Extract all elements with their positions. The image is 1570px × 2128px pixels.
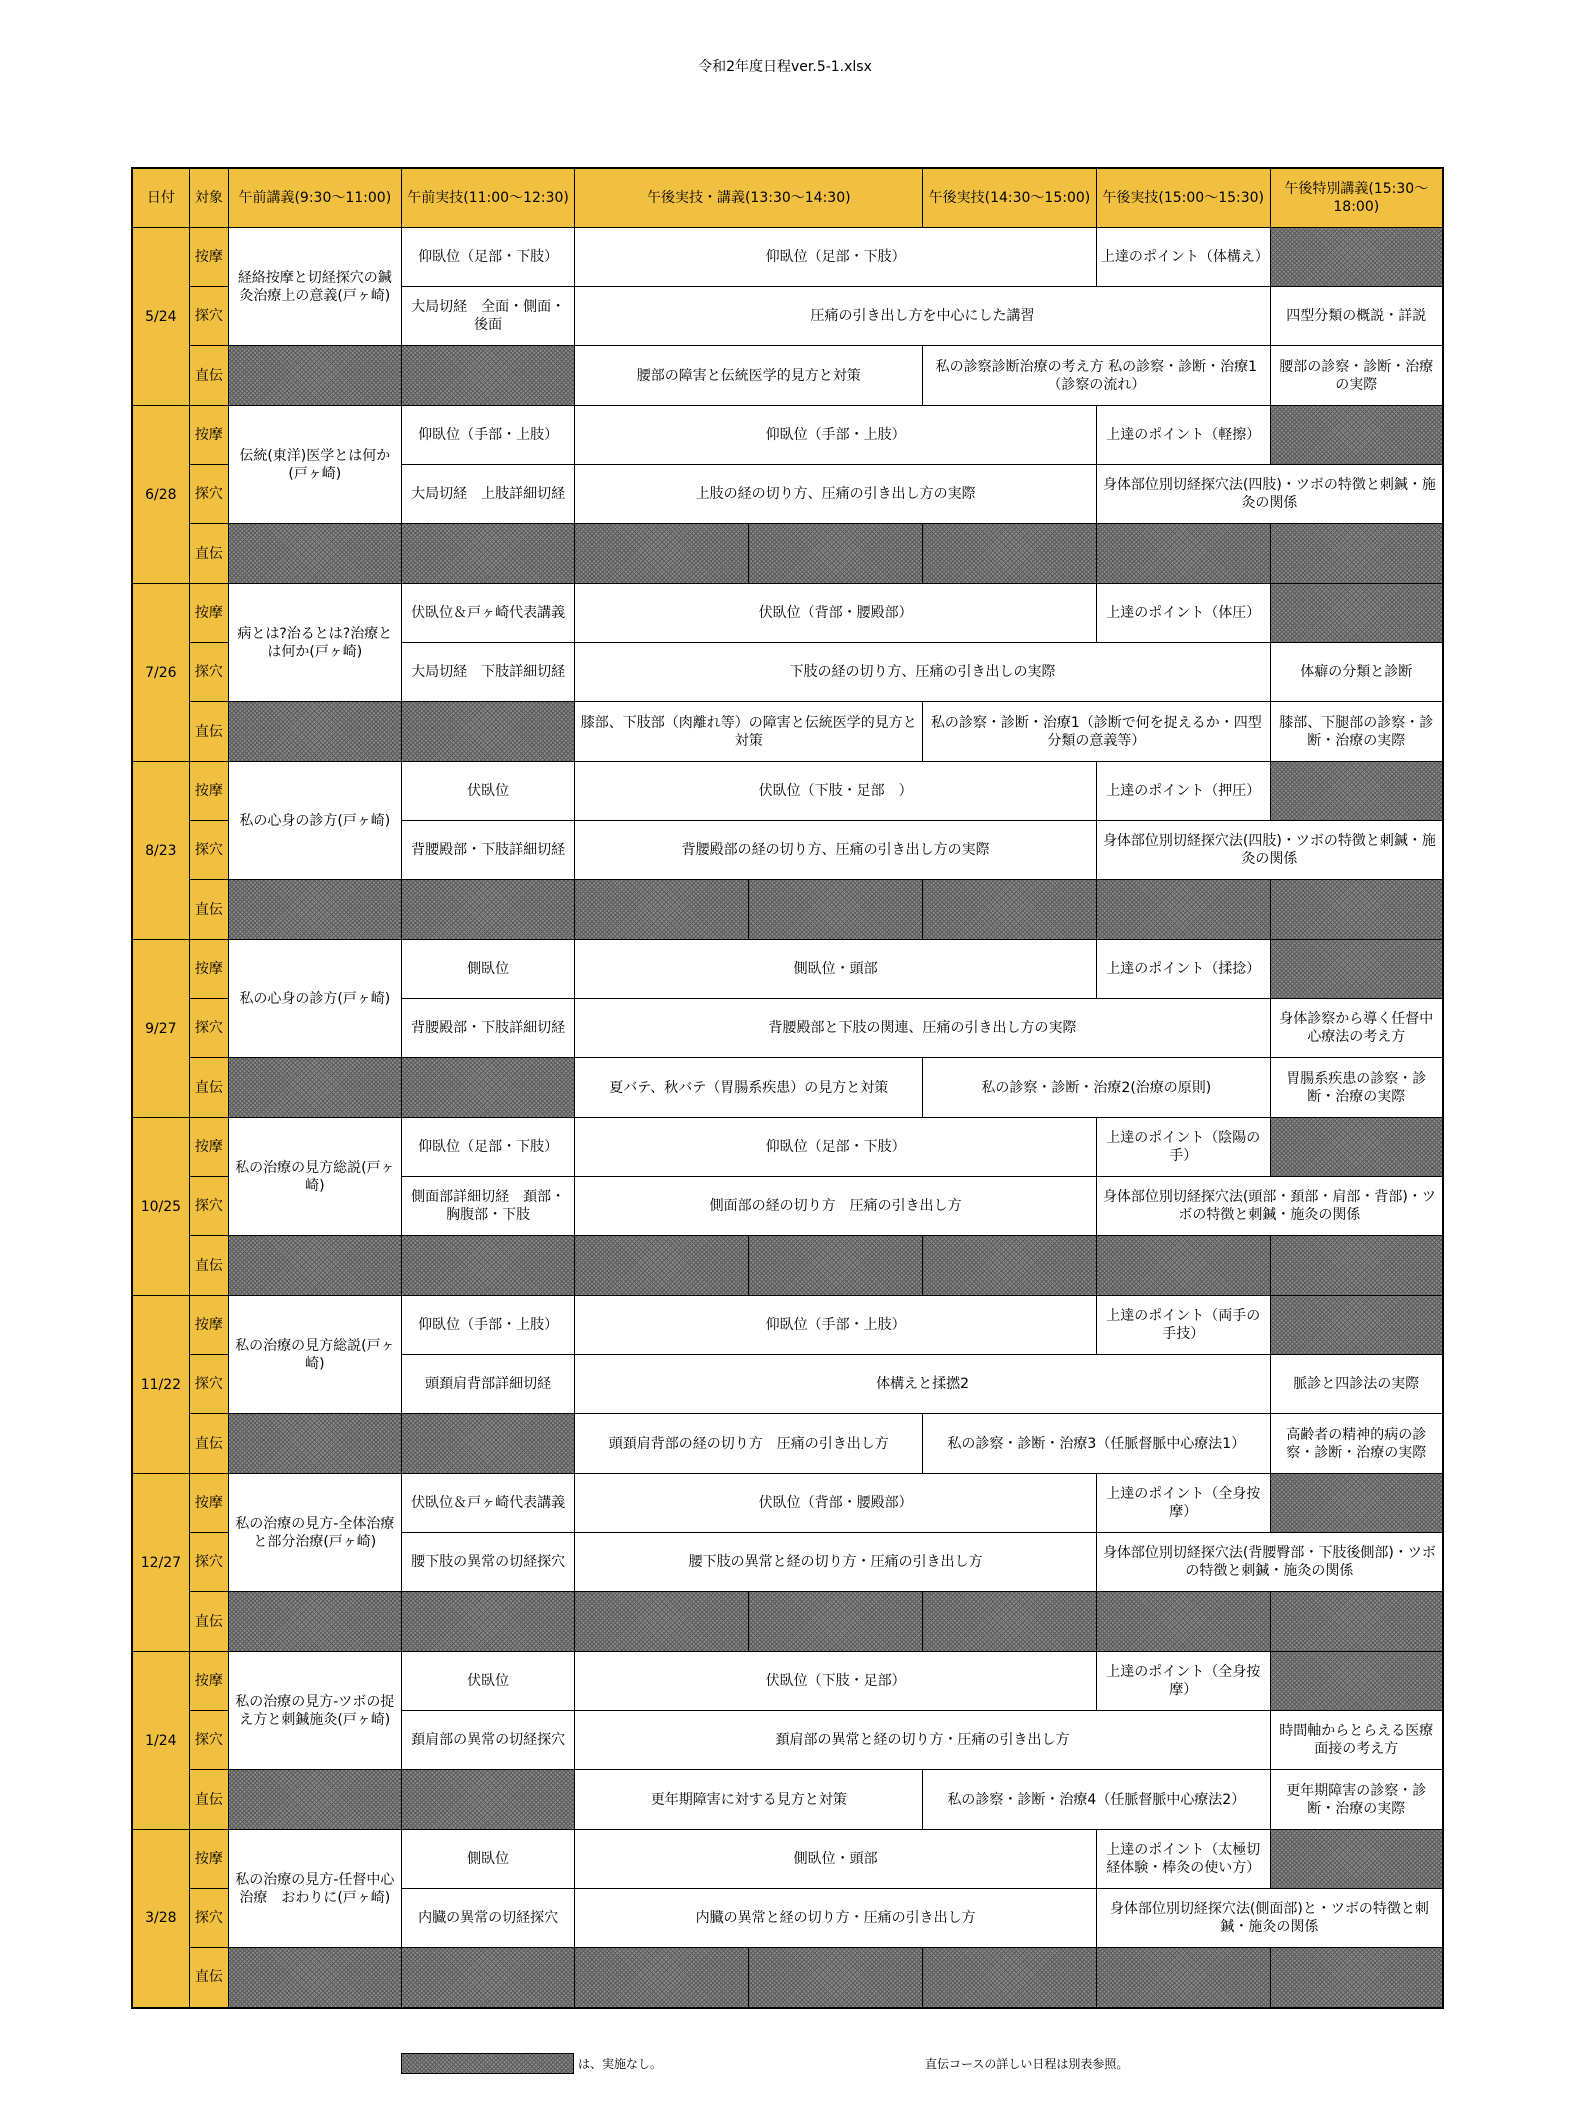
point-cell: 上達のポイント（全身按摩） — [1096, 1652, 1270, 1711]
point-cell: 上達のポイント（揉捻） — [1096, 940, 1270, 999]
special-cell: 身体部位別切経探穴法(側面部)と・ツボの特徴と刺鍼・施灸の関係 — [1096, 1889, 1443, 1948]
kind-tanketsu: 探穴 — [189, 287, 228, 346]
point-cell: 上達のポイント（全身按摩） — [1096, 1474, 1270, 1533]
kind-anma: 按摩 — [189, 228, 228, 287]
date-cell: 5/24 — [132, 228, 189, 406]
table-row — [132, 1296, 1443, 1355]
kind-jikiden: 直伝 — [189, 1592, 228, 1652]
pm-practice-cell: 膝部、下肢部（肉離れ等）の障害と伝統医学的見方と対策 — [575, 702, 923, 762]
not-held-cell — [749, 524, 923, 584]
pm-practice-2-cell: 私の診察診断治療の考え方 私の診察・診断・治療1（診察の流れ） — [923, 346, 1271, 406]
not-held-cell — [1270, 1652, 1443, 1711]
table-row — [132, 702, 1443, 762]
pm-practice-cell: 仰臥位（手部・上肢） — [575, 406, 1096, 465]
date-cell: 7/26 — [132, 584, 189, 762]
am-practice-cell: 背腰殿部・下肢詳細切経 — [401, 821, 575, 880]
am-lecture-cell: 私の治療の見方-任督中心治療 おわりに(戸ヶ崎) — [228, 1830, 401, 1948]
am-practice-cell: 仰臥位（手部・上肢） — [401, 406, 575, 465]
special-cell: 更年期障害の診察・診断・治療の実際 — [1270, 1770, 1443, 1830]
not-held-cell — [923, 1236, 1097, 1296]
not-held-cell — [1270, 762, 1443, 821]
not-held-cell — [1270, 524, 1443, 584]
table-row — [132, 1058, 1443, 1118]
not-held-cell — [228, 702, 401, 762]
am-lecture-cell: 私の治療の見方-ツボの捉え方と刺鍼施灸(戸ヶ崎) — [228, 1652, 401, 1770]
kind-jikiden: 直伝 — [189, 702, 228, 762]
pm-practice-2-cell: 私の診察・診断・治療3（任脈督脈中心療法1） — [923, 1414, 1271, 1474]
pm-practice-cell: 側臥位・頭部 — [575, 940, 1096, 999]
am-lecture-cell: 経絡按摩と切経探穴の鍼灸治療上の意義(戸ヶ崎) — [228, 228, 401, 346]
not-held-cell — [1096, 880, 1270, 940]
not-held-cell — [1096, 1592, 1270, 1652]
kind-anma: 按摩 — [189, 1474, 228, 1533]
pm-practice-cell: 伏臥位（下肢・足部 ） — [575, 762, 1096, 821]
table-row — [132, 762, 1443, 821]
not-held-cell — [1270, 1236, 1443, 1296]
not-held-cell — [575, 1592, 749, 1652]
am-lecture-cell: 病とは?治るとは?治療とは何か(戸ヶ崎) — [228, 584, 401, 702]
kind-anma: 按摩 — [189, 584, 228, 643]
pm-practice-cell: 伏臥位（下肢・足部） — [575, 1652, 1096, 1711]
am-lecture-cell: 私の治療の見方総説(戸ヶ崎) — [228, 1118, 401, 1236]
kind-tanketsu: 探穴 — [189, 643, 228, 702]
header-pm-practice-2: 午後実技(14:30～15:00) — [923, 168, 1097, 228]
not-held-cell — [1270, 1118, 1443, 1177]
am-lecture-cell: 私の心身の診方(戸ヶ崎) — [228, 762, 401, 880]
not-held-cell — [575, 524, 749, 584]
pm-practice-cell: 仰臥位（手部・上肢） — [575, 1296, 1096, 1355]
am-practice-cell: 伏臥位 — [401, 1652, 575, 1711]
not-held-cell — [228, 880, 401, 940]
am-practice-cell: 仰臥位（手部・上肢） — [401, 1296, 575, 1355]
not-held-cell — [1096, 1236, 1270, 1296]
not-held-cell — [401, 1770, 575, 1830]
am-practice-cell: 伏臥位＆戸ヶ崎代表講義 — [401, 1474, 575, 1533]
table-row — [132, 1948, 1443, 2008]
am-practice-cell: 側臥位 — [401, 1830, 575, 1889]
legend-swatch — [401, 2053, 574, 2074]
kind-tanketsu: 探穴 — [189, 1889, 228, 1948]
not-held-cell — [228, 1058, 401, 1118]
not-held-cell — [923, 524, 1097, 584]
table-row — [132, 1118, 1443, 1177]
date-cell: 11/22 — [132, 1296, 189, 1474]
table-row — [132, 524, 1443, 584]
not-held-cell — [1270, 406, 1443, 465]
special-cell: 身体部位別切経探穴法(頭部・頚部・肩部・背部)・ツボの特徴と刺鍼・施灸の関係 — [1096, 1177, 1443, 1236]
table-row — [132, 346, 1443, 406]
kind-tanketsu: 探穴 — [189, 1177, 228, 1236]
not-held-cell — [401, 1236, 575, 1296]
date-cell: 12/27 — [132, 1474, 189, 1652]
am-practice-cell: 側臥位 — [401, 940, 575, 999]
not-held-cell — [749, 1236, 923, 1296]
special-cell: 膝部、下腿部の診察・診断・治療の実際 — [1270, 702, 1443, 762]
not-held-cell — [228, 346, 401, 406]
am-practice-cell: 頭頚肩背部詳細切経 — [401, 1355, 575, 1414]
point-cell: 上達のポイント（太極切経体験・棒灸の使い方） — [1096, 1830, 1270, 1889]
pm-practice-cell: 更年期障害に対する見方と対策 — [575, 1770, 923, 1830]
pm-practice-cell: 背腰殿部の経の切り方、圧痛の引き出し方の実際 — [575, 821, 1096, 880]
pm-practice-cell: 伏臥位（背部・腰殿部） — [575, 1474, 1096, 1533]
kind-tanketsu: 探穴 — [189, 1711, 228, 1770]
special-cell: 脈診と四診法の実際 — [1270, 1355, 1443, 1414]
document-title: 令和2年度日程ver.5-1.xlsx — [698, 59, 872, 75]
not-held-cell — [575, 880, 749, 940]
not-held-cell — [228, 1414, 401, 1474]
table-row — [132, 228, 1443, 287]
special-cell: 時間軸からとらえる医療面接の考え方 — [1270, 1711, 1443, 1770]
not-held-cell — [1270, 1830, 1443, 1889]
kind-anma: 按摩 — [189, 1296, 228, 1355]
am-lecture-cell: 伝統(東洋)医学とは何か(戸ヶ崎) — [228, 406, 401, 524]
table-row — [132, 584, 1443, 643]
pm-practice-cell: 夏バテ、秋バテ（胃腸系疾患）の見方と対策 — [575, 1058, 923, 1118]
not-held-cell — [228, 1770, 401, 1830]
am-lecture-cell: 私の治療の見方-全体治療と部分治療(戸ヶ崎) — [228, 1474, 401, 1592]
not-held-cell — [923, 1592, 1097, 1652]
not-held-cell — [401, 1414, 575, 1474]
special-cell: 身体診察から導く任督中心療法の考え方 — [1270, 999, 1443, 1058]
pm-practice-cell: 伏臥位（背部・腰殿部） — [575, 584, 1096, 643]
am-practice-cell: 仰臥位（足部・下肢） — [401, 1118, 575, 1177]
not-held-cell — [228, 524, 401, 584]
table-row — [132, 406, 1443, 465]
kind-anma: 按摩 — [189, 1118, 228, 1177]
kind-anma: 按摩 — [189, 1830, 228, 1889]
not-held-cell — [1270, 1592, 1443, 1652]
table-row — [132, 1652, 1443, 1711]
point-cell: 上達のポイント（軽擦） — [1096, 406, 1270, 465]
kind-tanketsu: 探穴 — [189, 999, 228, 1058]
pm-practice-cell: 背腰殿部と下肢の関連、圧痛の引き出し方の実際 — [575, 999, 1270, 1058]
not-held-cell — [749, 1948, 923, 2008]
pm-practice-2-cell: 私の診察・診断・治療2(治療の原則) — [923, 1058, 1271, 1118]
not-held-cell — [749, 880, 923, 940]
not-held-cell — [1270, 880, 1443, 940]
header-kind: 対象 — [189, 168, 228, 228]
not-held-cell — [1270, 584, 1443, 643]
date-cell: 3/28 — [132, 1830, 189, 2008]
special-cell: 四型分類の概説・詳説 — [1270, 287, 1443, 346]
point-cell: 上達のポイント（体圧） — [1096, 584, 1270, 643]
am-practice-cell: 大局切経 上肢詳細切経 — [401, 465, 575, 524]
not-held-cell — [1270, 1296, 1443, 1355]
am-practice-cell: 伏臥位 — [401, 762, 575, 821]
not-held-cell — [1270, 940, 1443, 999]
am-practice-cell: 頚肩部の異常の切経探穴 — [401, 1711, 575, 1770]
not-held-cell — [575, 1948, 749, 2008]
schedule-table — [131, 167, 1444, 2009]
kind-tanketsu: 探穴 — [189, 1355, 228, 1414]
not-held-cell — [923, 880, 1097, 940]
table-row — [132, 1830, 1443, 1889]
table-row — [132, 880, 1443, 940]
date-cell: 9/27 — [132, 940, 189, 1118]
am-practice-cell: 背腰殿部・下肢詳細切経 — [401, 999, 575, 1058]
pm-practice-cell: 側面部の経の切り方 圧痛の引き出し方 — [575, 1177, 1096, 1236]
pm-practice-2-cell: 私の診察・診断・治療1（診断で何を捉えるか・四型分類の意義等） — [923, 702, 1271, 762]
kind-jikiden: 直伝 — [189, 1236, 228, 1296]
table-row — [132, 1592, 1443, 1652]
kind-anma: 按摩 — [189, 406, 228, 465]
am-practice-cell: 側面部詳細切経 頚部・胸腹部・下肢 — [401, 1177, 575, 1236]
point-cell: 上達のポイント（両手の手技） — [1096, 1296, 1270, 1355]
footnote: 直伝コースの詳しい日程は別表参照。 — [925, 2057, 1129, 2071]
legend-text: は、実施なし。 — [578, 2057, 663, 2071]
table-row — [132, 1414, 1443, 1474]
special-cell: 身体部位別切経探穴法(四肢)・ツボの特徴と刺鍼・施灸の関係 — [1096, 821, 1443, 880]
kind-tanketsu: 探穴 — [189, 1533, 228, 1592]
special-cell: 高齢者の精神的病の診察・診断・治療の実際 — [1270, 1414, 1443, 1474]
table-row — [132, 1474, 1443, 1533]
pm-practice-cell: 仰臥位（足部・下肢） — [575, 1118, 1096, 1177]
kind-tanketsu: 探穴 — [189, 821, 228, 880]
point-cell: 上達のポイント（押圧） — [1096, 762, 1270, 821]
pm-practice-2-cell: 私の診察・診断・治療4（任脈督脈中心療法2） — [923, 1770, 1271, 1830]
not-held-cell — [401, 702, 575, 762]
kind-jikiden: 直伝 — [189, 1414, 228, 1474]
not-held-cell — [401, 1592, 575, 1652]
kind-jikiden: 直伝 — [189, 524, 228, 584]
special-cell: 胃腸系疾患の診察・診断・治療の実際 — [1270, 1058, 1443, 1118]
header-row — [132, 168, 1443, 228]
not-held-cell — [1270, 228, 1443, 287]
kind-anma: 按摩 — [189, 940, 228, 999]
date-cell: 10/25 — [132, 1118, 189, 1296]
am-practice-cell: 内臓の異常の切経探穴 — [401, 1889, 575, 1948]
pm-practice-cell: 下肢の経の切り方、圧痛の引き出しの実際 — [575, 643, 1270, 702]
kind-jikiden: 直伝 — [189, 1058, 228, 1118]
not-held-cell — [749, 1592, 923, 1652]
header-date: 日付 — [132, 168, 189, 228]
point-cell: 上達のポイント（体構え） — [1096, 228, 1270, 287]
am-lecture-cell: 私の心身の診方(戸ヶ崎) — [228, 940, 401, 1058]
special-cell: 腰部の診察・診断・治療の実際 — [1270, 346, 1443, 406]
kind-tanketsu: 探穴 — [189, 465, 228, 524]
not-held-cell — [1096, 1948, 1270, 2008]
header-am-practice: 午前実技(11:00～12:30) — [401, 168, 575, 228]
date-cell: 8/23 — [132, 762, 189, 940]
special-cell: 体癖の分類と診断 — [1270, 643, 1443, 702]
not-held-cell — [401, 346, 575, 406]
not-held-cell — [228, 1236, 401, 1296]
pm-practice-cell: 腰下肢の異常と経の切り方・圧痛の引き出し方 — [575, 1533, 1096, 1592]
header-pm-practice-3: 午後実技(15:00～15:30) — [1096, 168, 1270, 228]
not-held-cell — [401, 1948, 575, 2008]
not-held-cell — [575, 1236, 749, 1296]
am-practice-cell: 大局切経 全面・側面・後面 — [401, 287, 575, 346]
am-practice-cell: 仰臥位（足部・下肢） — [401, 228, 575, 287]
pm-practice-cell: 頚肩部の異常と経の切り方・圧痛の引き出し方 — [575, 1711, 1270, 1770]
date-cell: 6/28 — [132, 406, 189, 584]
pm-practice-cell: 内臓の異常と経の切り方・圧痛の引き出し方 — [575, 1889, 1096, 1948]
special-cell: 身体部位別切経探穴法(背腰臀部・下肢後側部)・ツボの特徴と刺鍼・施灸の関係 — [1096, 1533, 1443, 1592]
pm-practice-cell: 腰部の障害と伝統医学的見方と対策 — [575, 346, 923, 406]
not-held-cell — [1096, 524, 1270, 584]
table-row — [132, 1770, 1443, 1830]
not-held-cell — [401, 880, 575, 940]
not-held-cell — [401, 524, 575, 584]
not-held-cell — [228, 1592, 401, 1652]
kind-anma: 按摩 — [189, 762, 228, 821]
am-practice-cell: 大局切経 下肢詳細切経 — [401, 643, 575, 702]
header-am-lecture: 午前講義(9:30～11:00) — [228, 168, 401, 228]
header-pm-special: 午後特別講義(15:30～18:00) — [1270, 168, 1443, 228]
header-pm-practice: 午後実技・講義(13:30～14:30) — [575, 168, 923, 228]
not-held-cell — [228, 1948, 401, 2008]
kind-jikiden: 直伝 — [189, 1948, 228, 2008]
am-practice-cell: 伏臥位＆戸ヶ崎代表講義 — [401, 584, 575, 643]
date-cell: 1/24 — [132, 1652, 189, 1830]
table-row — [132, 1236, 1443, 1296]
not-held-cell — [1270, 1474, 1443, 1533]
not-held-cell — [1270, 1948, 1443, 2008]
point-cell: 上達のポイント（陰陽の手） — [1096, 1118, 1270, 1177]
pm-practice-cell: 仰臥位（足部・下肢） — [575, 228, 1096, 287]
table-row — [132, 940, 1443, 999]
kind-anma: 按摩 — [189, 1652, 228, 1711]
not-held-cell — [923, 1948, 1097, 2008]
not-held-cell — [401, 1058, 575, 1118]
am-lecture-cell: 私の治療の見方総説(戸ヶ崎) — [228, 1296, 401, 1414]
special-cell: 身体部位別切経探穴法(四肢)・ツボの特徴と刺鍼・施灸の関係 — [1096, 465, 1443, 524]
kind-jikiden: 直伝 — [189, 1770, 228, 1830]
pm-practice-cell: 上肢の経の切り方、圧痛の引き出し方の実際 — [575, 465, 1096, 524]
pm-practice-cell: 頭頚肩背部の経の切り方 圧痛の引き出し方 — [575, 1414, 923, 1474]
am-practice-cell: 腰下肢の異常の切経探穴 — [401, 1533, 575, 1592]
kind-jikiden: 直伝 — [189, 346, 228, 406]
pm-practice-cell: 側臥位・頭部 — [575, 1830, 1096, 1889]
pm-practice-cell: 圧痛の引き出し方を中心にした講習 — [575, 287, 1270, 346]
kind-jikiden: 直伝 — [189, 880, 228, 940]
pm-practice-cell: 体構えと揉撚2 — [575, 1355, 1270, 1414]
